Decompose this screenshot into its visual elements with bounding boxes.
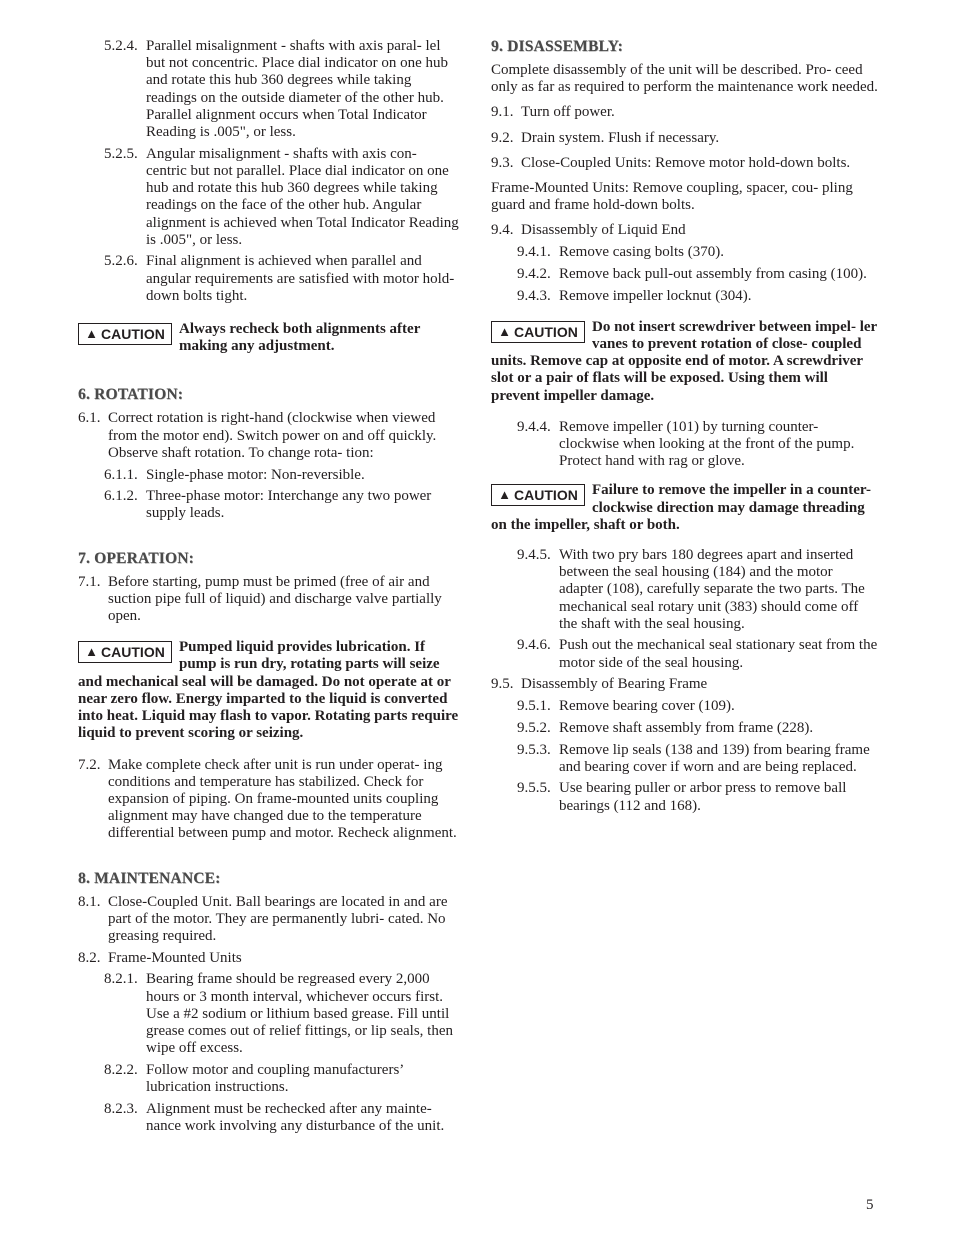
list-item-9-4-1 [491,244,878,261]
item-number: 6.1.2. [104,488,138,505]
list-item-9-4-3 [491,288,878,305]
list-item-9-5 [491,676,878,693]
item-number: 9.5.3. [517,741,551,758]
item-number: 9.3. [491,154,514,171]
item-text: Remove shaft assembly from frame (228). [559,719,814,736]
item-number: 8.2.2. [104,1061,138,1078]
item-number: 9.4.3. [517,287,551,304]
list-item-7-2 [78,757,460,843]
list-item-9-4-5 [491,547,878,633]
list-item-6-1-1 [78,467,460,484]
item-number: 8.1. [78,893,101,910]
item-text: Disassembly of Bearing Frame [521,676,708,693]
caution-text: Failure to remove the impeller in a counter-clockwise direction may damage threading on the impeller, shaft or both. [491,482,871,533]
item-number: 5.2.6. [104,253,138,270]
list-item-9-5-5 [491,780,878,814]
item-text: Parallel misalignment - shafts with axis paral- lel but not concentric. Place dial indicator on one hub and rotate this hub 360 degrees while taking readings on the outside diameter of the other hub. Parallel alignment occurs when Total Indicator Reading is .005", or less. [146,38,448,141]
item-text: Close-Coupled Unit. Ball bearings are located in and are part of the motor. They are permanently lubri- cated. No greasing required. [108,893,448,944]
caution-recheck-alignments [78,321,460,355]
list-item-5-2-5 [78,146,460,249]
item-number: 9.4.1. [517,244,551,261]
list-item-9-4-6 [491,637,878,671]
caution-text: Do not insert screwdriver between impel- ler vanes to prevent rotation of close- coupled units. Remove cap at opposite end of motor. A screwdriver slot or a pair of flats will be exposed. Using them will prevent impeller damage. [491,318,877,404]
caution-text: Always recheck both alignments after making any adjustment. [179,321,421,355]
item-number: 9.5.2. [517,719,551,736]
list-item-7-1 [78,574,460,626]
item-number: 6.1. [78,410,101,427]
frame-mounted-paragraph: Frame-Mounted Units: Remove coupling, spacer, cou- pling guard and frame hold-down bolts. [491,180,853,214]
item-text: Close-Coupled Units: Remove motor hold-down bolts. [521,154,851,171]
item-number: 7.1. [78,573,101,590]
left-column [78,38,460,1140]
caution-badge [491,484,585,506]
item-text: Drain system. Flush if necessary. [521,129,720,146]
item-text: Remove lip seals (138 and 139) from bearing frame and bearing cover if worn and are being replaced. [559,741,870,775]
caution-label: CAUTION [514,487,578,504]
item-text: With two pry bars 180 degrees apart and inserted between the seal housing (184) and the motor adapter (108), carefully separate the two parts. The mechanical seal rotary unit (383) should come off the shaft with the seal housing. [559,546,865,632]
disassembly-intro: Complete disassembly of the unit will be described. Pro- ceed only as far as required to perform the maintenance work needed. [491,62,878,96]
item-text: Use bearing puller or arbor press to remove ball bearings (112 and 168). [559,780,847,814]
item-text: Alignment must be rechecked after any mainte- nance work involving any disturbance of the unit. [146,1100,445,1134]
list-item-9-5-2 [491,720,878,737]
item-text: Push out the mechanical seal stationary seat from the motor side of the seal housing. [559,637,878,671]
item-number: 8.2.1. [104,971,138,988]
item-number: 9.4.4. [517,418,551,435]
item-text: Remove casing bolts (370). [559,244,724,261]
list-item-8-2-2 [78,1062,460,1096]
caution-dry-run [78,639,460,742]
item-number: 9.1. [491,104,514,121]
item-text: Final alignment is achieved when parallel and angular requirements are satisfied with motor hold-down bolts tight. [146,253,455,304]
warning-triangle-icon: ▲ [498,323,512,339]
item-number: 5.2.4. [104,38,138,54]
item-number: 9.4.6. [517,637,551,654]
item-number: 9.5. [491,676,514,693]
section-heading-disassembly: 9. DISASSEMBLY: [491,38,623,55]
section-heading-operation: 7. OPERATION: [78,549,194,567]
caution-label: CAUTION [514,323,578,340]
list-item-8-2-1 [78,971,460,1057]
section-heading-maintenance: 8. MAINTENANCE: [78,869,221,887]
list-item-9-4 [491,222,878,239]
page-number: 5 [866,1197,874,1213]
warning-triangle-icon: ▲ [85,644,99,660]
item-text: Turn off power. [521,104,615,121]
item-text: Correct rotation is right-hand (clockwise when viewed from the motor end). Switch power on and off quickly. Observe shaft rotation. To change rota- tion: [108,410,437,461]
item-number: 9.4.5. [517,546,551,563]
list-item-8-2 [78,950,460,967]
list-item-9-2 [491,130,878,147]
item-number: 9.5.1. [517,698,551,715]
caution-label: CAUTION [101,644,165,661]
item-number: 5.2.5. [104,145,138,162]
list-item-9-3 [491,155,878,172]
item-text: Disassembly of Liquid End [521,222,686,239]
item-text: Follow motor and coupling manufacturers’ lubrication instructions. [146,1061,404,1096]
item-text: Remove impeller (101) by turning counter- clockwise when looking at the front of the pump. Protect hand with rag or glove. [559,418,855,470]
item-number: 9.5.5. [517,780,551,797]
list-item-8-1 [78,894,460,946]
caution-screwdriver [491,319,878,405]
item-text: Single-phase motor: Non-reversible. [146,466,365,483]
item-text: Remove back pull-out assembly from casing (100). [559,265,867,282]
caution-badge [491,321,585,343]
item-number: 9.2. [491,129,514,146]
item-number: 6.1.1. [104,466,138,483]
caution-text: Pumped liquid provides lubrication. If pump is run dry, rotating parts will seize and mechanical seal will be damaged. Do not operate at or near zero flow. Energy imparted to the liquid is converted into heat. Liquid may flash to vapor. Rotating parts require liquid to prevent scoring or seizing. [78,639,459,742]
caution-badge [78,641,172,663]
item-text: Before starting, pump must be primed (free of air and suction pipe full of liquid) and discharge valve partially open. [108,573,442,625]
list-item-9-5-1 [491,698,878,715]
list-item-6-1 [78,410,460,462]
item-text: Make complete check after unit is run under operat- ing conditions and temperature has stabilized. Check for expansion of piping. On frame-mounted units coupling alignment may have changed due to the temperature differential between pump and motor. Recheck alignment. [108,756,457,842]
item-text: Bearing frame should be regreased every 2,000 hours or 3 month interval, whichever occurs first. Use a #2 sodium or lithium based grease. Fill until grease comes out of relief fittings, or lip seals, then wipe off excess. [146,971,453,1057]
item-number: 9.4.2. [517,265,551,282]
list-item-8-2-3 [78,1101,460,1135]
item-number: 8.2.3. [104,1100,138,1117]
warning-triangle-icon: ▲ [498,487,512,503]
list-item-6-1-2 [78,488,460,522]
list-item-9-4-2 [491,266,878,283]
item-number: 7.2. [78,756,101,773]
item-text: Remove impeller locknut (304). [559,287,752,304]
list-item-5-2-6 [78,253,460,305]
item-number: 9.4. [491,222,514,239]
list-item-9-4-4 [491,419,878,471]
item-text: Angular misalignment - shafts with axis con- centric but not parallel. Place dial indicator on one hub and rotate this hub 360 degrees while taking readings on the face of the other hub. Angular alignment is achieved when Total Indicator Reading is .005", or less. [146,145,459,248]
warning-triangle-icon: ▲ [85,326,99,342]
list-item-9-5-3 [491,742,878,776]
item-number: 8.2. [78,949,101,966]
item-text: Frame-Mounted Units [108,949,242,966]
right-column [491,38,878,819]
item-text: Remove bearing cover (109). [559,698,735,715]
list-item-9-1 [491,104,878,121]
caution-counter-clockwise [491,482,878,534]
caution-badge [78,323,172,345]
list-item-5-2-4 [78,38,460,141]
item-text: Three-phase motor: Interchange any two power supply leads. [146,488,432,522]
caution-label: CAUTION [101,326,165,343]
section-heading-rotation: 6. ROTATION: [78,386,184,404]
